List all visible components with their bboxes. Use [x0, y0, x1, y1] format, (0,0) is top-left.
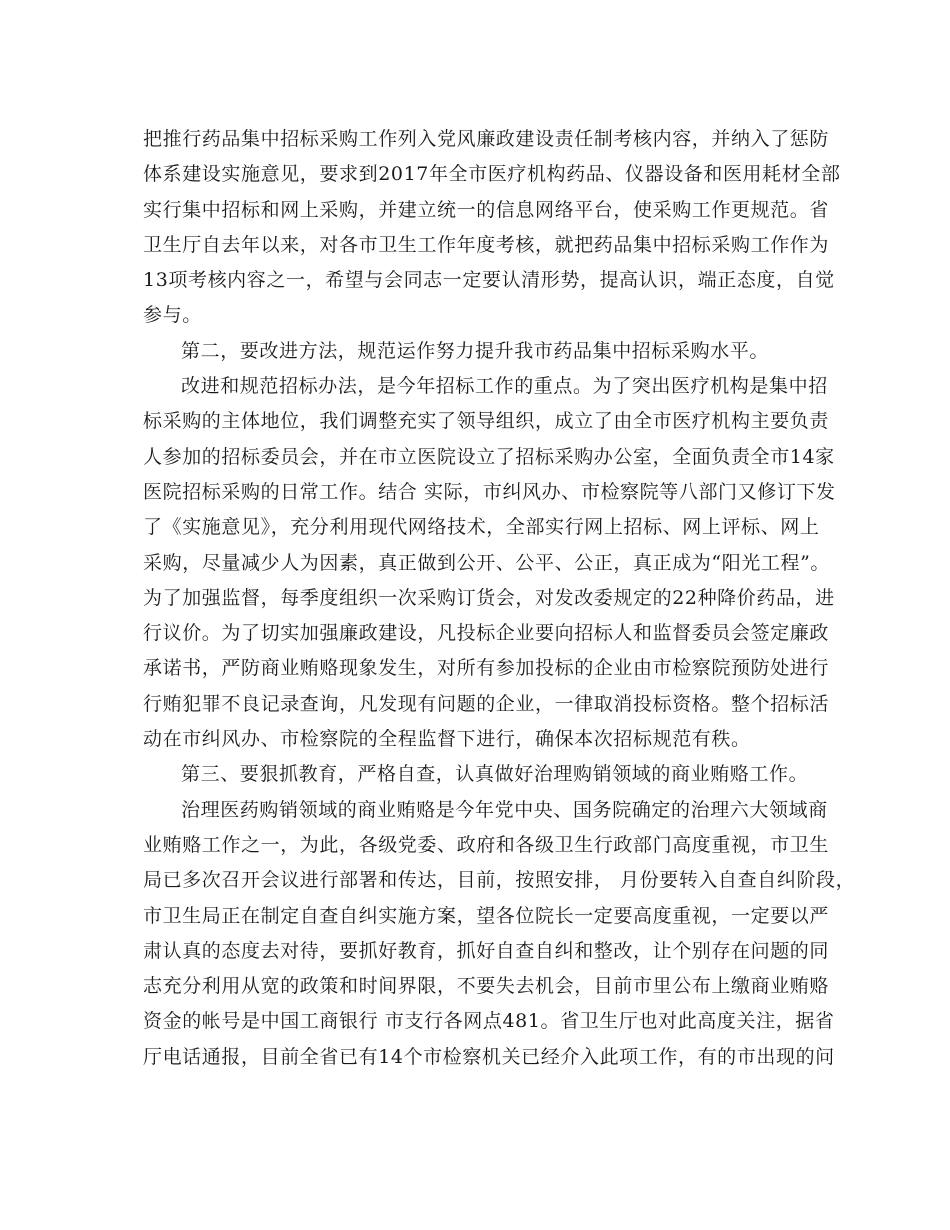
text-line: 了《实施意见》，充分利用现代网络技术，全部实行网上招标、网上评标、网上 [143, 516, 820, 539]
text-line: 参与。 [143, 304, 202, 327]
text-line: 卫生厅自去年以来，对各市卫生工作年度考核，就把药品集中招标采购工作作为 [143, 233, 830, 256]
text-line: 医院招标采购的日常工作。结合 实际，市纠风办、市检察院等八部门又修订下发 [143, 480, 836, 503]
text-line: 厅电话通报，目前全省已有14个市检察机关已经介入此项工作，有的市出现的问 [143, 1045, 835, 1068]
text-line: 实行集中招标和网上采购，并建立统一的信息网络平台，使采购工作更规范。省 [143, 198, 830, 221]
text-line: 行议价。为了切实加强廉政建设，凡投标企业要向招标人和监督委员会签定廉政 [143, 622, 830, 645]
text-line: 志充分利用从宽的政策和时间界限，不要失去机会，目前市里公布上缴商业贿赂 [143, 975, 830, 998]
text-line: 资金的帐号是中国工商银行 市支行各网点481。省卫生厅也对此高度关注，据省 [143, 1010, 835, 1033]
text-line: 体系建设实施意见，要求到2017年全市医疗机构药品、仪器设备和医用耗材全部 [143, 163, 841, 186]
text-line: 业贿赂工作之一，为此，各级党委、政府和各级卫生行政部门高度重视，市卫生 [143, 833, 830, 856]
paragraph-first-line: 第三、要狠抓教育，严格自查，认真做好治理购销领域的商业贿赂工作。 [181, 763, 809, 786]
text-line: 承诺书，严防商业贿赂现象发生，对所有参加投标的企业由市检察院预防处进行 [143, 657, 830, 680]
paragraph-first-line: 治理医药购销领域的商业贿赂是今年党中央、国务院确定的治理六大领域商 [181, 798, 828, 821]
text-line: 人参加的招标委员会，并在市立医院设立了招标采购办公室，全面负责全市14家 [143, 445, 835, 468]
text-line: 为了加强监督，每季度组织一次采购订货会，对发改委规定的22种降价药品，进 [143, 586, 835, 609]
text-line: 局已多次召开会议进行部署和传达，目前，按照安排， 月份要转入自查自纠阶段， [143, 869, 856, 892]
text-line: 标采购的主体地位，我们调整充实了领导组织，成立了由全市医疗机构主要负责 [143, 410, 830, 433]
text-line: 市卫生局正在制定自查自纠实施方案，望各位院长一定要高度重视，一定要以严 [143, 904, 830, 927]
document-body [143, 122, 856, 1075]
paragraph-first-line: 第二，要改进方法，规范运作努力提升我市药品集中招标采购水平。 [181, 339, 770, 362]
paragraph-first-line: 改进和规范招标办法，是今年招标工作的重点。为了突出医疗机构是集中招 [181, 375, 828, 398]
text-line: 动在市纠风办、市检察院的全程监督下进行，确保本次招标规范有秩。 [143, 728, 751, 751]
text-line: 采购，尽量减少人为因素，真正做到公开、公平、公正，真正成为“阳光工程”。 [143, 551, 831, 574]
text-line: 肃认真的态度去对待，要抓好教育，抓好自查自纠和整改，让个别存在问题的同 [143, 939, 830, 962]
text-line: 把推行药品集中招标采购工作列入党风廉政建设责任制考核内容，并纳入了惩防 [143, 128, 830, 150]
text-line: 13项考核内容之一，希望与会同志一定要认清形势，提高认识，端正态度，自觉 [143, 269, 835, 292]
text-line: 行贿犯罪不良记录查询，凡发现有问题的企业，一律取消投标资格。整个招标活 [143, 692, 830, 715]
